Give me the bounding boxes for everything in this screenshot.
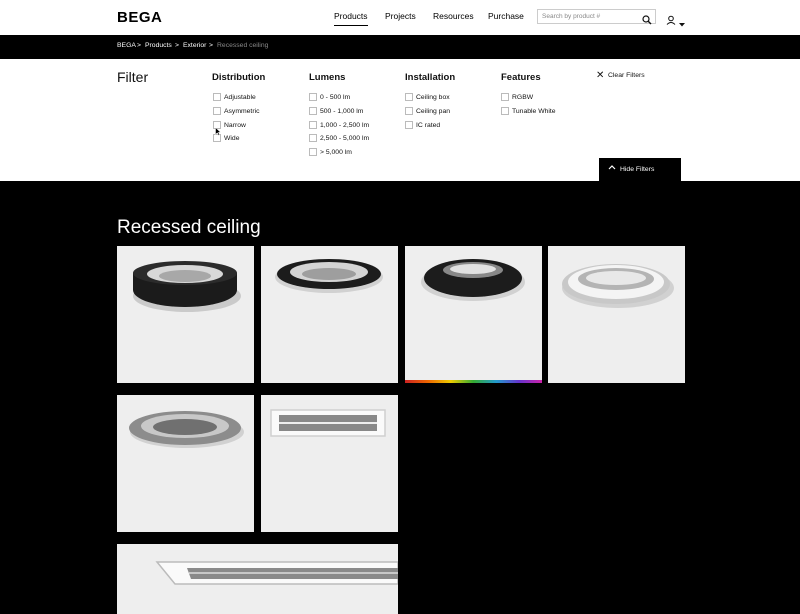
- option-label: > 5,000 lm: [320, 149, 352, 156]
- user-icon[interactable]: [666, 12, 676, 29]
- search-input[interactable]: [542, 11, 637, 22]
- option-label: Tunable White: [512, 108, 556, 115]
- filter-option-adjustable[interactable]: [224, 94, 256, 101]
- option-label: Ceiling box: [416, 94, 450, 101]
- close-icon: ✕: [596, 70, 605, 81]
- option-label: Narrow: [224, 122, 246, 129]
- checkbox[interactable]: [309, 134, 317, 142]
- breadcrumb-current: Recessed ceiling: [217, 42, 269, 49]
- product-image: [117, 246, 254, 383]
- filter-option-asymmetric[interactable]: [224, 108, 260, 115]
- search-box: [537, 9, 656, 24]
- product-card[interactable]: [117, 544, 398, 614]
- nav-purchase[interactable]: Purchase: [488, 11, 524, 21]
- breadcrumb: [0, 35, 800, 59]
- checkbox[interactable]: [213, 93, 221, 101]
- product-card[interactable]: [117, 246, 254, 383]
- option-label: 500 - 1,000 lm: [320, 108, 364, 115]
- filter-option-narrow[interactable]: [224, 122, 246, 129]
- checkbox[interactable]: [405, 107, 413, 115]
- filter-heading-distribution: Distribution: [212, 72, 266, 83]
- filter-option-ceiling-pan[interactable]: [416, 108, 450, 115]
- breadcrumb-products[interactable]: Products: [145, 42, 172, 49]
- filter-option-lumens-500-1000[interactable]: [320, 108, 363, 115]
- checkbox[interactable]: [213, 107, 221, 115]
- filter-heading-lumens: Lumens: [309, 72, 346, 83]
- checkbox[interactable]: [405, 93, 413, 101]
- breadcrumb-separator: >: [137, 42, 141, 49]
- chevron-up-icon: [608, 164, 616, 172]
- option-label: Adjustable: [224, 94, 256, 101]
- nav-resources[interactable]: Resources: [433, 11, 474, 21]
- nav-products[interactable]: Products: [334, 11, 368, 26]
- product-image: [261, 395, 398, 532]
- color-tunable-strip: [405, 380, 542, 383]
- product-image: [405, 246, 542, 383]
- product-image: [261, 246, 398, 383]
- user-menu[interactable]: [666, 12, 676, 30]
- checkbox[interactable]: [309, 148, 317, 156]
- breadcrumb-exterior[interactable]: Exterior: [183, 42, 207, 49]
- mouse-cursor-icon: [215, 123, 221, 141]
- filter-option-tunable-white[interactable]: [512, 108, 556, 115]
- filter-option-ic-rated[interactable]: [416, 122, 440, 129]
- option-label: Ceiling pan: [416, 108, 451, 115]
- search-icon[interactable]: [642, 12, 652, 30]
- product-image: [548, 246, 685, 383]
- checkbox[interactable]: [501, 107, 509, 115]
- section-title: Recessed ceiling: [117, 217, 261, 238]
- bega-logo[interactable]: BEGA: [117, 9, 163, 26]
- filter-option-lumens-2500-5000[interactable]: [320, 135, 369, 142]
- option-label: 1,000 - 2,500 lm: [320, 122, 370, 129]
- product-card[interactable]: [405, 246, 542, 383]
- caret-down-icon[interactable]: [679, 14, 685, 32]
- checkbox[interactable]: [405, 121, 413, 129]
- filter-option-rgbw[interactable]: [512, 94, 533, 101]
- checkbox[interactable]: [501, 93, 509, 101]
- hide-filters-label: Hide Filters: [620, 166, 655, 173]
- breadcrumb-separator: >: [209, 42, 213, 49]
- filter-option-lumens-0-500[interactable]: [320, 94, 350, 101]
- checkbox[interactable]: [309, 107, 317, 115]
- clear-filters-label: Clear Filters: [608, 72, 645, 79]
- filter-option-wide[interactable]: [224, 135, 240, 142]
- filter-option-lumens-5000-plus[interactable]: [320, 149, 352, 156]
- filter-panel: [0, 59, 800, 181]
- product-card[interactable]: [261, 395, 398, 532]
- breadcrumb-separator: >: [175, 42, 179, 49]
- product-card[interactable]: [548, 246, 685, 383]
- filter-option-lumens-1000-2500[interactable]: [320, 122, 369, 129]
- product-image: [117, 395, 254, 532]
- breadcrumb-bega[interactable]: BEGA: [117, 42, 136, 49]
- option-label: Asymmetric: [224, 108, 260, 115]
- product-card[interactable]: [261, 246, 398, 383]
- filter-title: Filter: [117, 69, 149, 85]
- option-label: 2,500 - 5,000 lm: [320, 135, 370, 142]
- option-label: 0 - 500 lm: [320, 94, 351, 101]
- filter-option-ceiling-box[interactable]: [416, 94, 450, 101]
- product-card[interactable]: [117, 395, 254, 532]
- checkbox[interactable]: [309, 121, 317, 129]
- option-label: Wide: [224, 135, 240, 142]
- site-header: [0, 0, 800, 35]
- filter-heading-installation: Installation: [405, 72, 456, 83]
- nav-projects[interactable]: Projects: [385, 11, 416, 21]
- option-label: RGBW: [512, 94, 534, 101]
- filter-heading-features: Features: [501, 72, 541, 83]
- hide-filters-button[interactable]: [599, 158, 681, 181]
- product-image: [117, 544, 398, 614]
- option-label: IC rated: [416, 122, 441, 129]
- checkbox[interactable]: [309, 93, 317, 101]
